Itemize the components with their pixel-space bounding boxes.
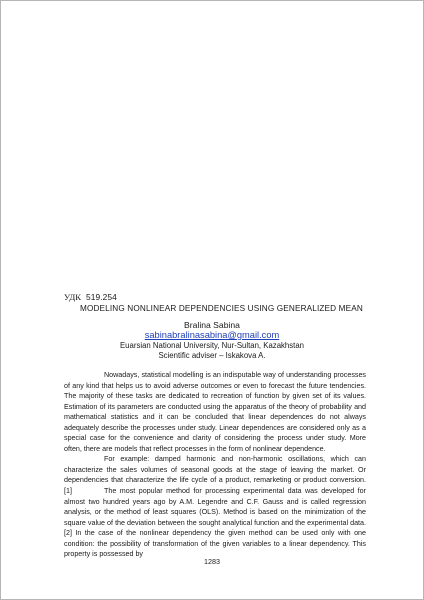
- article-title: MODELING NONLINEAR DEPENDENCIES USING GENERALIZED MEAN: [80, 304, 363, 313]
- author-email-link[interactable]: sabinabralinasabina@gmail.com: [144, 330, 280, 340]
- page-number: 1283: [204, 557, 220, 566]
- body-paragraph-2: For example: damped harmonic and non-harmonic oscillations, which can characterize the sales volumes of seasonal goods at the stage of leaving the market. Or dependencies that characterize the life cycle of a product, remarketing or product conversion.[1]: [64, 455, 366, 495]
- author-affiliation: Euarsian National University, Nur-Sultan, Kazakhstan: [119, 341, 305, 350]
- udk-code: 519.254: [85, 292, 117, 302]
- udk-line: [64, 292, 117, 302]
- scientific-advisor: Scientific adviser – Iskakova A.: [158, 351, 266, 360]
- author-name: Bralina Sabina: [184, 320, 240, 330]
- body-paragraph-3: The most popular method for processing experimental data was developed for almost two hundred years ago by A.M. Legendre and C.F. Gauss and is called regression analysis, or the method of least squares (OLS). Method is based on the minimization of the square value of the deviation between the sought analytical function and the experimental data.[2] In the case of the nonlinear dependency the given method can be used only with one condition: the possibility of transformation of the given variables to a linear dependency. This property is possessed by: [64, 487, 366, 559]
- body-paragraph-1: Nowadays, statistical modelling is an indisputable way of understanding processes of any kind that helps us to avoid adverse outcomes or even to forecast the future tendencies. The majority of these tasks are dedicated to recreation of function by given set of its values. Estimation of its parameters are conducted using the apparatus of the theory of probability and mathematical statistics and it can be concluded that linear dependences do not always adequately describe the processes under study. Linear dependences are considered only as a special case for the convenience and clarity of considering the process under study. More often, there are models that reflect processes in the form of nonlinear dependence.: [64, 371, 366, 453]
- udk-prefix: УДК: [64, 292, 82, 302]
